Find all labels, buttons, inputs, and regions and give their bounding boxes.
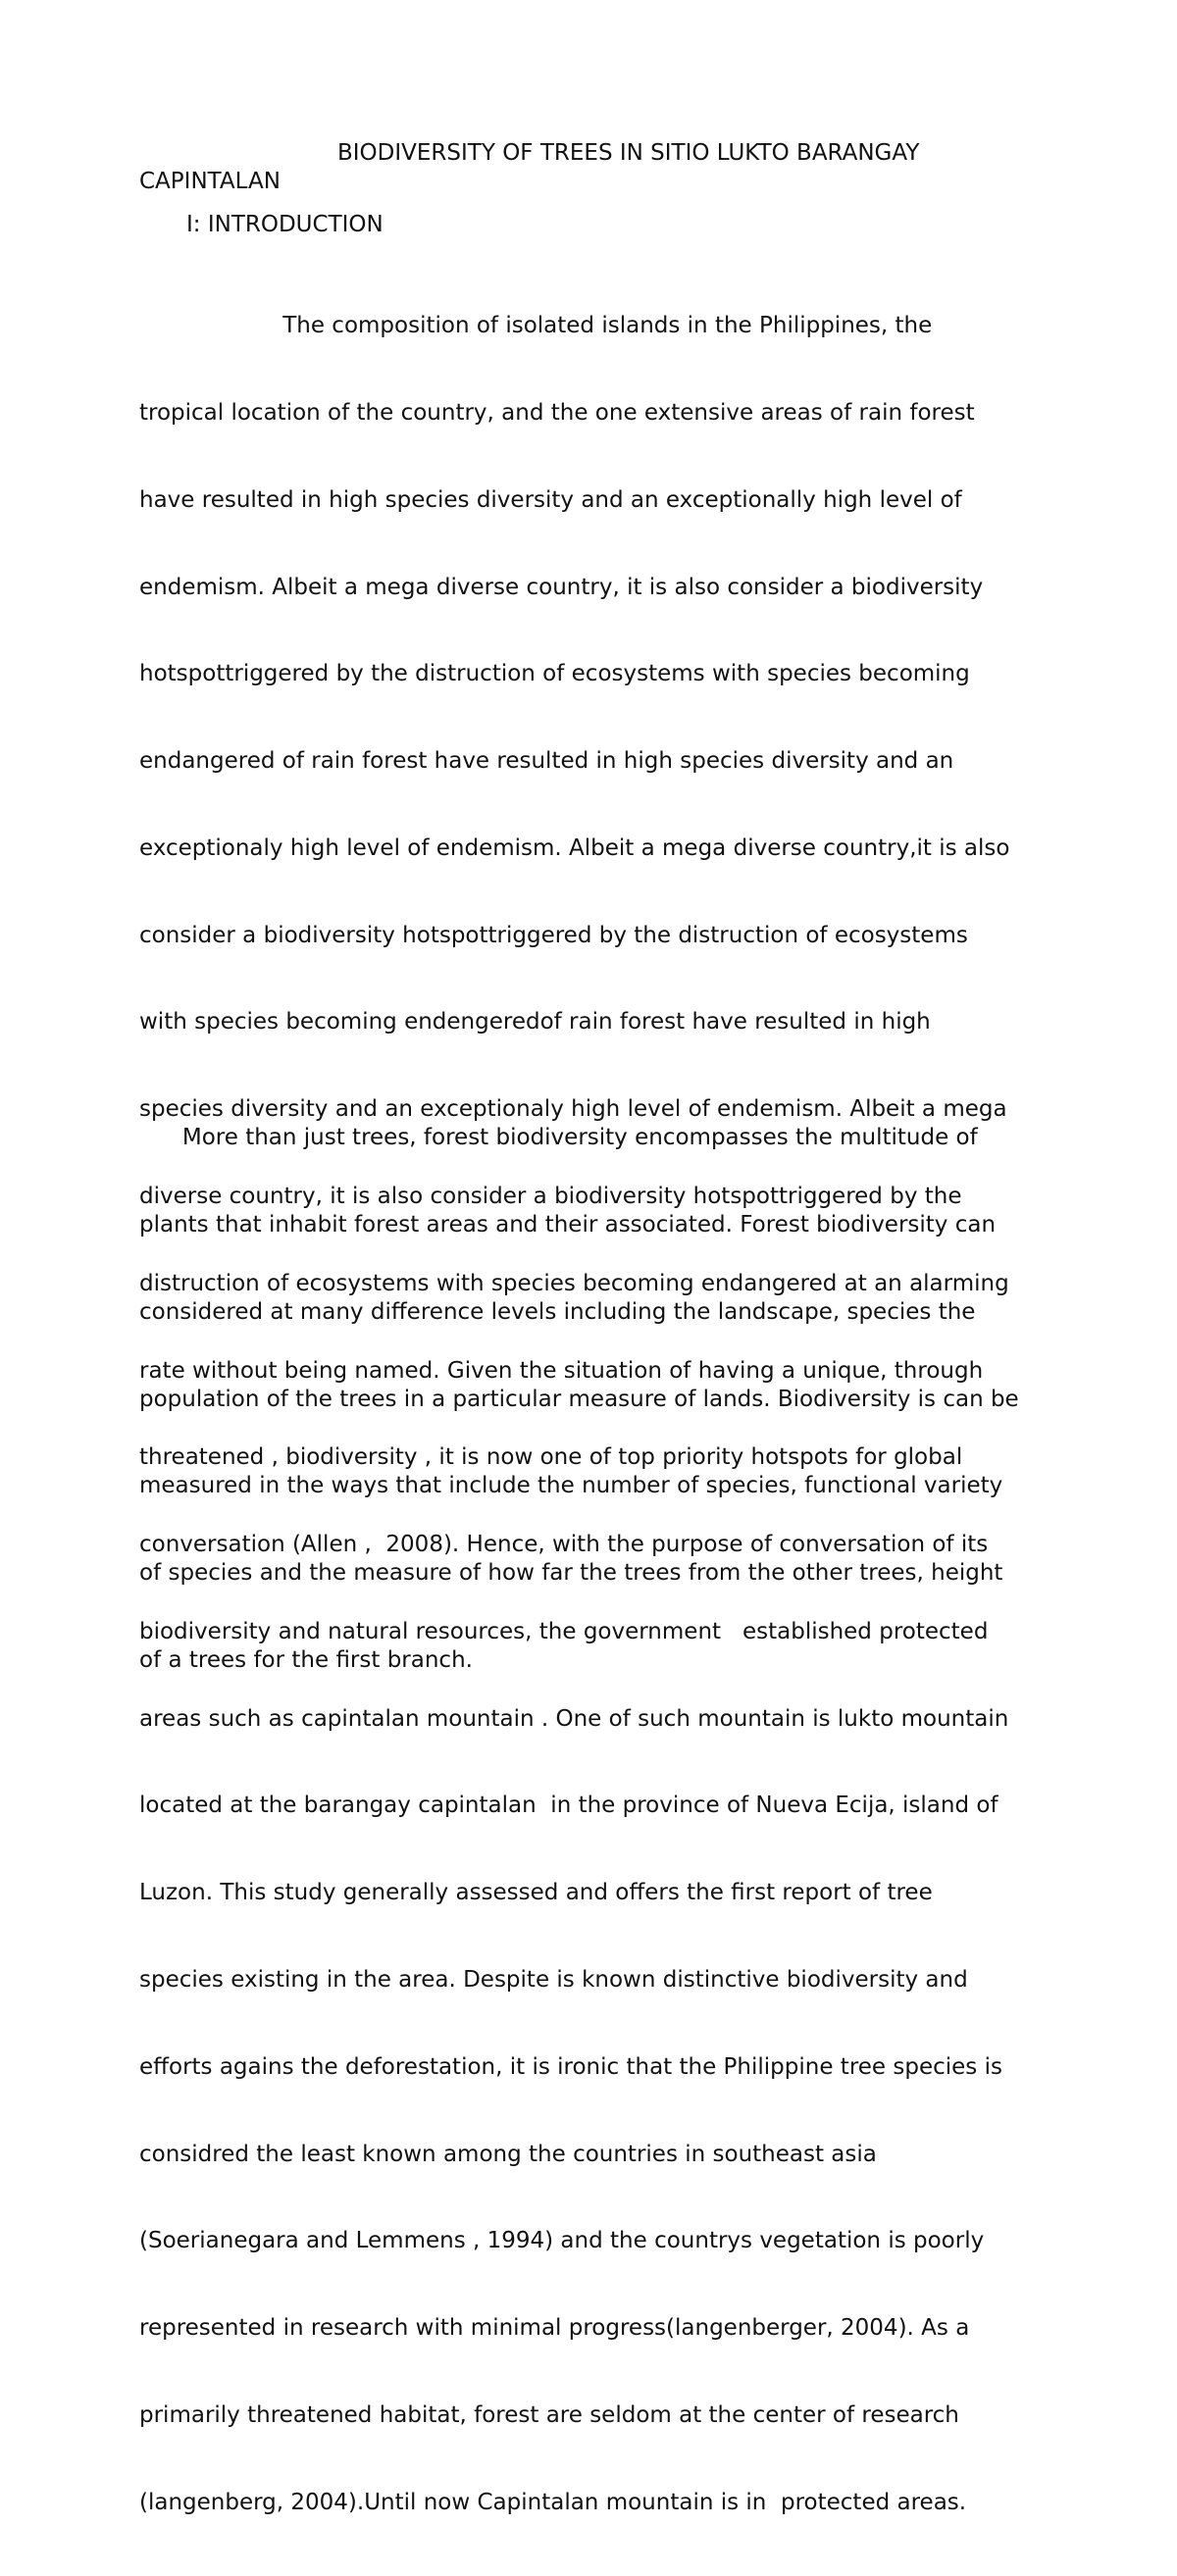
paragraph-line: The composition of isolated islands in the Philippines, the	[139, 313, 933, 339]
paragraph-line: population of the trees in a particular measure of lands. Biodiversity is can be	[139, 1386, 1019, 1412]
paragraph-line: diverse country, it is also consider a biodiversity hotspottriggered by the	[139, 1184, 962, 1209]
paragraph-line: endangered of rain forest have resulted in high species diversity and an	[139, 748, 954, 775]
paragraph-line: tropical location of the country, and the one extensive areas of rain forest	[139, 399, 975, 426]
paragraph-line: primarily threatened habitat, forest are seldom at the center of research	[139, 2401, 959, 2428]
paragraph-line: measured in the ways that include the number of species, functional variety	[139, 1473, 1003, 1499]
paragraph-line: of a trees for the first branch.	[139, 1646, 473, 1673]
paragraph-line: endemism. Albeit a mega diverse country, it is also consider a biodiversity	[139, 574, 984, 600]
paragraph-line: consider a biodiversity hotspottriggered by the distruction of ecosystems	[139, 922, 968, 948]
paragraph-line: species diversity and an exceptionaly high level of endemism. Albeit a mega	[139, 1096, 1007, 1123]
paragraph-line: threatened , biodiversity , it is now one of top priority hotspots for global	[139, 1444, 963, 1471]
paragraph-line: considred the least known among the countries in southeast asia	[139, 2141, 877, 2167]
paragraph-line: located at the barangay capintalan in the province of Nueva Ecija, island of	[139, 1793, 998, 1819]
paragraph-line: areas such as capintalan mountain . One of such mountain is lukto mountain	[139, 1705, 1009, 1732]
paragraph-line: efforts agains the deforestation, it is ironic that the Philippine tree species is	[139, 2053, 1002, 2080]
document-title-line-2: CAPINTALAN	[139, 169, 281, 194]
paragraph-line: with species becoming endengeredof rain forest have resulted in high	[139, 1009, 931, 1035]
paragraph-line: (langenberg, 2004).Until now Capintalan mountain is in protected areas.	[139, 2489, 967, 2515]
paragraph-line: exceptionaly high level of endemism. Albeit a mega diverse country,it is also	[139, 834, 1010, 861]
paragraph-line: More than just trees, forest biodiversity encompasses the multitude of	[139, 1125, 978, 1151]
paragraph-line: biodiversity and natural resources, the government established protected	[139, 1618, 989, 1644]
paragraph-line: considered at many difference levels including the landscape, species the	[139, 1298, 976, 1325]
paragraph-line: represented in research with minimal progress(langenberger, 2004). As a	[139, 2315, 970, 2342]
paragraph-2	[139, 1066, 1019, 1734]
paragraph-line: rate without being named. Given the situation of having a unique, through	[139, 1357, 984, 1384]
paragraph-line: species existing in the area. Despite is known distinctive biodiversity and	[139, 1967, 968, 1994]
document-title-line-1: BIODIVERSITY OF TREES IN SITIO LUKTO BARANGAY	[337, 140, 920, 166]
paragraph-line: conversation (Allen , 2008). Hence, with the purpose of conversation of its	[139, 1532, 989, 1558]
paragraph-line: hotspottriggered by the distruction of ecosystems with species becoming	[139, 661, 970, 687]
paragraph-line: (Soerianegara and Lemmens , 1994) and the countrys vegetation is poorly	[139, 2228, 985, 2254]
paragraph-line: of species and the measure of how far the trees from the other trees, height	[139, 1560, 1003, 1587]
paragraph-line: plants that inhabit forest areas and their associated. Forest biodiversity can	[139, 1211, 997, 1237]
paragraph-line: Luzon. This study generally assessed and offers the first report of tree	[139, 1880, 933, 1906]
paragraph-line: distruction of ecosystems with species becoming endangered at an alarming	[139, 1270, 1009, 1296]
paragraph-line: have resulted in high species diversity and an exceptionally high level of	[139, 486, 962, 513]
section-heading: I: INTRODUCTION	[186, 212, 384, 237]
